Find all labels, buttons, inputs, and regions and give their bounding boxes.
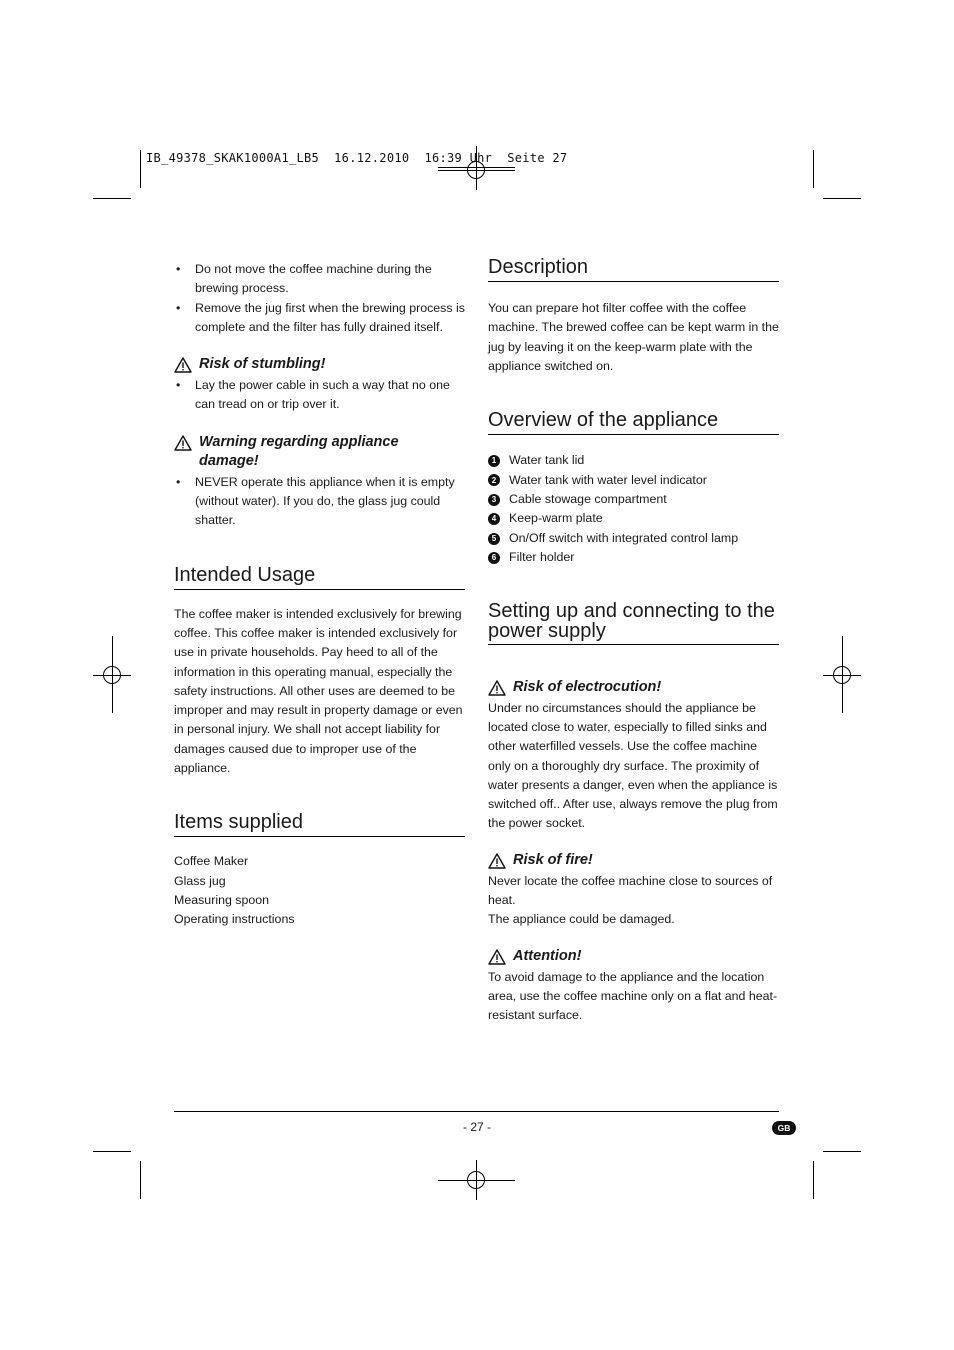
electrocution-text: Under no circumstances should the appliance be located close to water, especially to filled sinks and other waterfilled vessels. Use the coffee machine only on a thoroughly dry surface. The proximity of water presents a danger, even when the appliance is switched off.. After use, always remove the plug from the power socket. [488,700,778,831]
attention-text: To avoid damage to the appliance and the location area, use the coffee machine only on a flat and heat-resistant surface. [488,969,778,1023]
left-column [174,260,465,930]
overview-item-label: Filter holder [509,550,575,565]
overview-list [488,451,779,567]
stumbling-bullets [174,376,465,415]
list-item: Glass jug [174,873,226,888]
bullet-item: • NEVER operate this appliance when it is empty (without water). If you do, the glass jug could shatter. [174,473,465,531]
overview-item-label: Cable stowage compartment [509,492,667,506]
print-slug [146,151,567,165]
intended-usage-heading: Intended Usage [174,565,465,590]
number-badge: 4 [488,513,500,525]
right-column [488,257,779,1025]
overview-item [488,451,779,470]
overview-item [488,471,779,490]
overview-item-label: Keep-warm plate [509,511,603,526]
fire-text-2: The appliance could be damaged. [488,912,675,927]
intended-usage-text: The coffee maker is intended exclusively for brewing coffee. This coffee maker is intended exclusively for use in private households. Pay heed to all of the information in this operating manual, especially the safety instructions. All other uses are deemed to be improper and may result in property damage or even in personal injury. We shall not accept liability for damages caused due to improper use of the appliance. [174,606,463,776]
footer-rule [174,1111,779,1112]
number-badge: 1 [488,455,500,467]
attention-heading [488,947,779,966]
attention-title: Attention! [513,947,582,964]
electrocution-title: Risk of electrocution! [513,678,662,695]
setup-heading: Setting up and connecting to the power supply [488,601,779,645]
stumbling-heading [174,355,465,374]
overview-item-label: Water tank with water level indicator [509,472,707,487]
bullet-item: • Do not move the coffee machine during the brewing process. [174,260,465,299]
damage-warning-heading [174,433,465,471]
items-supplied-heading: Items supplied [174,812,465,837]
slug-page: Seite 27 [507,151,568,165]
overview-item-label: Water tank lid [509,453,585,468]
warning-triangle-icon [174,357,192,373]
damage-bullets [174,473,465,531]
warning-triangle-icon [174,435,192,451]
page-number: - 27 - [462,1120,491,1134]
overview-item [488,490,779,509]
number-badge: 3 [488,494,500,506]
description-heading: Description [488,257,779,282]
number-badge: 5 [488,533,500,545]
damage-warning-title: Warning regarding appliance damage! [199,433,399,469]
fire-title: Risk of fire! [513,851,593,868]
list-item: Measuring spoon [174,892,270,907]
number-badge: 2 [488,474,500,486]
bullet-item: • Lay the power cable in such a way that no one can tread on or trip over it. [174,376,465,415]
overview-heading: Overview of the appliance [488,410,779,435]
slug-date: 16.12.2010 [334,151,410,165]
description-text: You can prepare hot filter coffee with the coffee machine. The brewed coffee can be kept warm in the jug by leaving it on the keep-warm plate with the appliance switched on. [488,301,779,373]
warning-triangle-icon [488,680,506,696]
safety-bullets [174,260,465,337]
list-item: Operating instructions [174,912,295,927]
slug-file: IB_49378_SKAK1000A1_LB5 [146,151,320,165]
overview-item [488,529,779,548]
number-badge: 6 [488,552,500,564]
bullet-item: • Remove the jug first when the brewing process is complete and the filter has fully drained itself. [174,299,465,338]
warning-triangle-icon [488,853,506,869]
items-supplied-list [174,852,465,929]
list-item: Coffee Maker [174,854,249,869]
warning-triangle-icon [488,949,506,965]
electrocution-heading [488,678,779,697]
overview-item-label: On/Off switch with integrated control lamp [509,530,739,545]
country-badge: GB [772,1121,796,1135]
overview-item [488,548,779,567]
slug-time: 16:39 Uhr [424,151,493,165]
overview-item [488,509,779,528]
slug-underline [438,167,515,168]
stumbling-title: Risk of stumbling! [199,356,326,373]
fire-text: Never locate the coffee machine close to sources of heat. [488,873,773,907]
fire-heading [488,851,779,870]
